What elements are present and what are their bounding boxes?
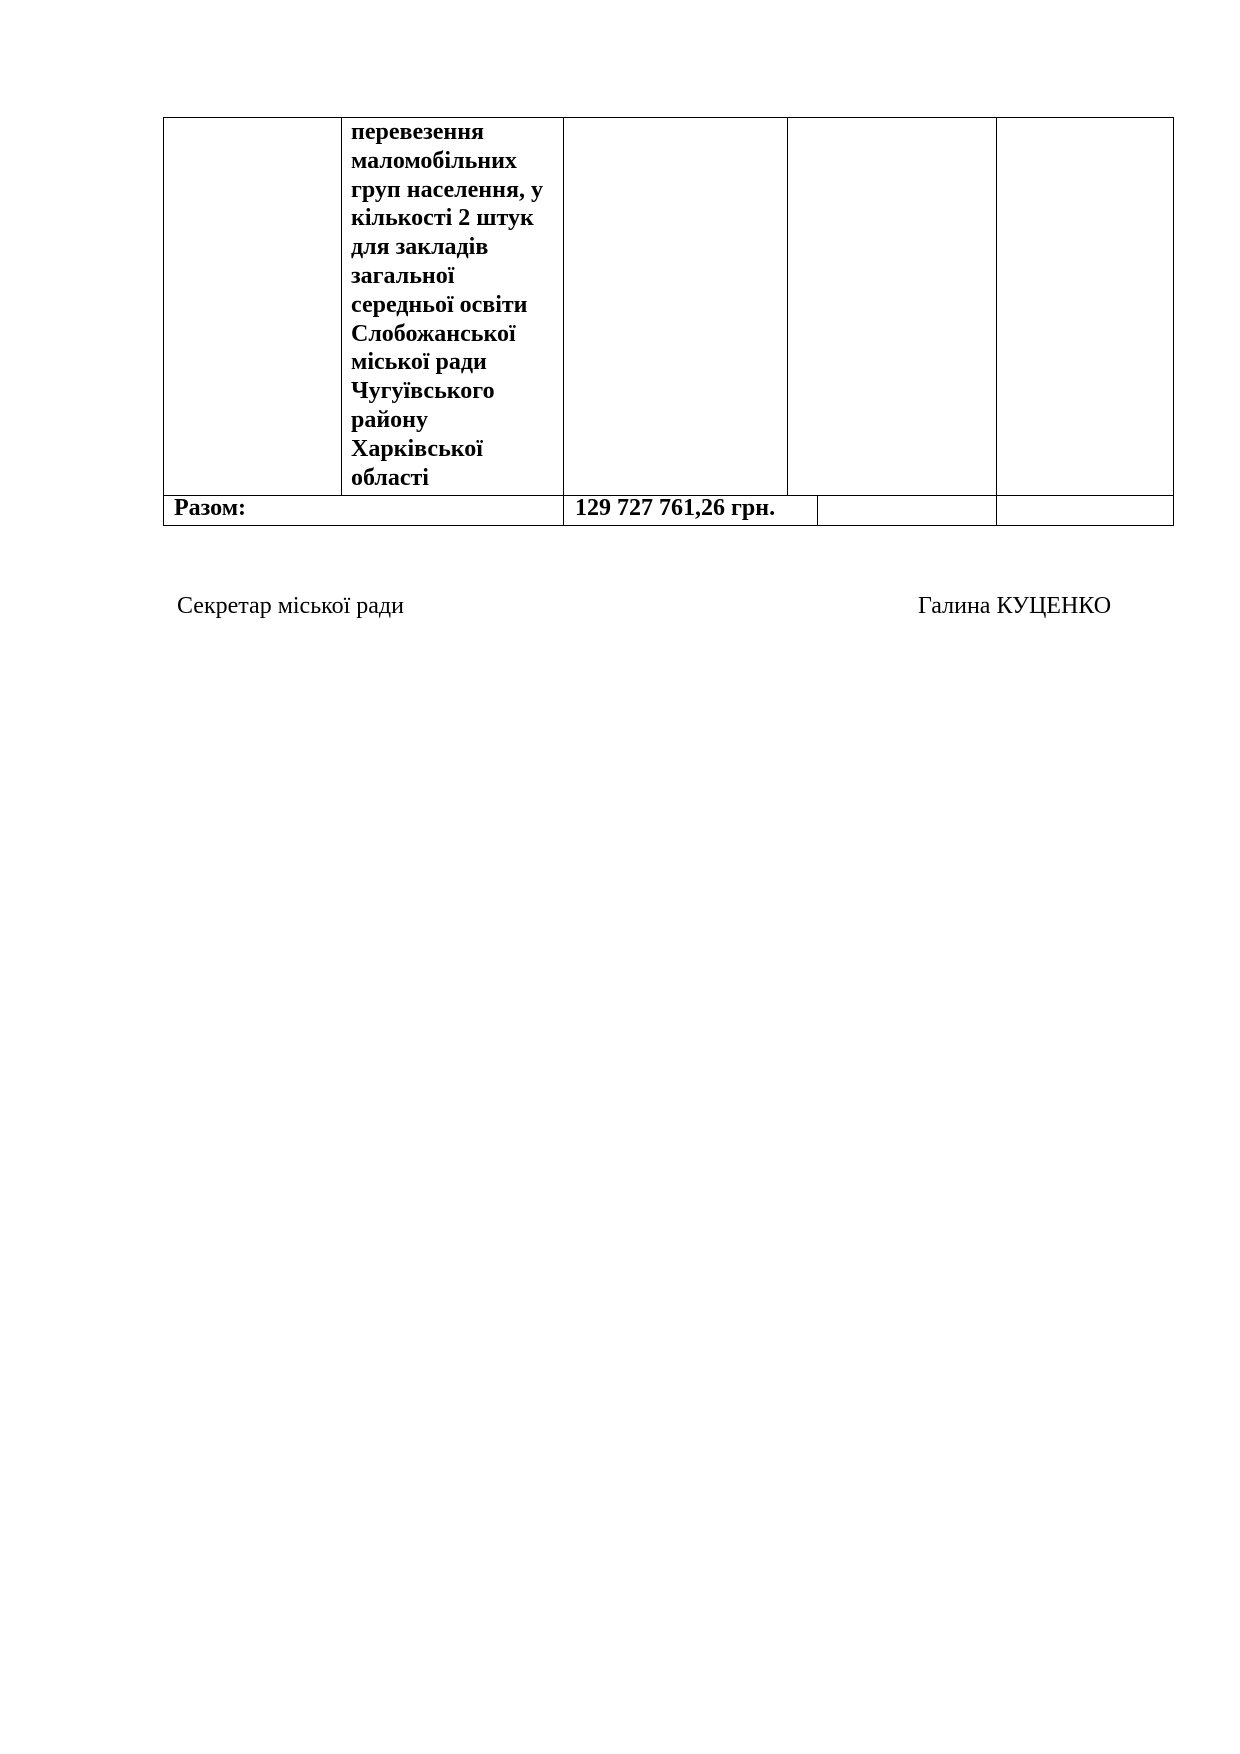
description-line: міської ради <box>351 349 487 376</box>
signature-name: Галина КУЦЕНКО <box>918 593 1112 619</box>
description-line: кількості 2 штук <box>351 205 534 232</box>
total-sum: 129 727 761,26 грн. <box>575 495 776 521</box>
table-cell-col4 <box>787 117 997 496</box>
signature-title: Секретар міської ради <box>177 593 404 619</box>
description-line: перевезення <box>351 119 485 145</box>
description-line: Чугуївського <box>351 378 495 405</box>
table-total-col5-cell <box>996 495 1174 526</box>
description-line: Харківської <box>351 435 483 462</box>
table-total-col4-cell <box>817 495 997 526</box>
table-cell-amount <box>563 117 788 496</box>
description-line: груп населення, у <box>351 176 543 203</box>
total-label: Разом: <box>174 495 247 521</box>
description-line: для закладів <box>351 234 489 261</box>
table-cell-number <box>163 117 342 496</box>
table-cell-col5 <box>996 117 1174 496</box>
description-line: загальної <box>351 262 455 289</box>
description-line: середньої освіти <box>351 291 528 318</box>
description-line: району <box>351 406 429 433</box>
description-line: маломобільних <box>351 147 517 174</box>
description-line: області <box>351 464 429 491</box>
table-description-text <box>351 118 566 492</box>
description-line: Слобожанської <box>351 320 516 347</box>
